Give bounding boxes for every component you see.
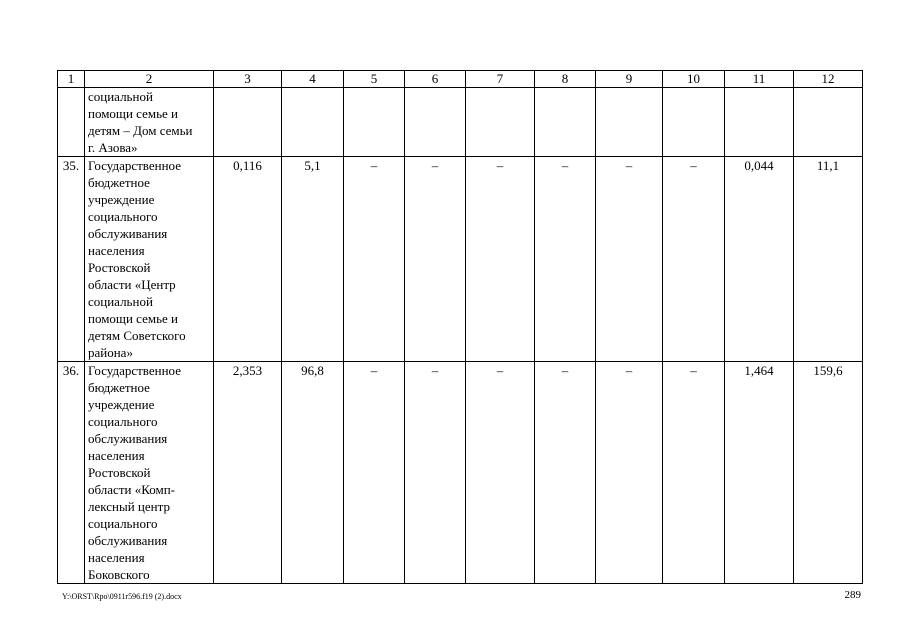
institution-name-line: обслуживания [88, 533, 168, 548]
table-body [58, 71, 863, 584]
value-cell: – [405, 362, 466, 584]
value-cell: – [663, 362, 725, 584]
column-header: 7 [466, 71, 535, 88]
institution-name-line: г. Азова» [88, 140, 138, 155]
value-cell [344, 88, 405, 157]
institution-name-line: населения [88, 448, 145, 463]
institution-name-line: социального [88, 516, 158, 531]
column-header: 1 [58, 71, 85, 88]
value-cell: 11,1 [794, 157, 863, 362]
value-cell [596, 88, 663, 157]
column-header: 11 [725, 71, 794, 88]
institution-name-line: детям – Дом семьи [88, 123, 193, 138]
value-cell: 0,044 [725, 157, 794, 362]
value-cell: – [663, 157, 725, 362]
row-number: 35. [58, 157, 85, 362]
institution-name-line: населения [88, 550, 145, 565]
institution-name-line: населения [88, 243, 145, 258]
institution-name-line: помощи семье и [88, 106, 178, 121]
institution-name-line: бюджетное [88, 380, 150, 395]
value-cell: – [405, 157, 466, 362]
institution-name-line: Ростовской [88, 465, 151, 480]
institution-name-line: социального [88, 414, 158, 429]
value-cell: – [596, 157, 663, 362]
value-cell: 96,8 [282, 362, 344, 584]
value-cell: 159,6 [794, 362, 863, 584]
institution-name-line: социальной [88, 294, 153, 309]
row-number [58, 88, 85, 157]
column-header: 3 [214, 71, 282, 88]
institution-name-line: обслуживания [88, 431, 168, 446]
table-row [58, 157, 863, 362]
column-header: 4 [282, 71, 344, 88]
page-number: 289 [844, 589, 861, 601]
column-header: 9 [596, 71, 663, 88]
value-cell [663, 88, 725, 157]
value-cell: 1,464 [725, 362, 794, 584]
value-cell: – [596, 362, 663, 584]
institution-name-line: обслуживания [88, 226, 168, 241]
value-cell: 0,116 [214, 157, 282, 362]
institution-name-line: детям Советского [88, 328, 186, 343]
institution-name-cell [85, 362, 214, 584]
value-cell: – [466, 362, 535, 584]
value-cell [405, 88, 466, 157]
institution-name-line: Государственное [88, 158, 181, 173]
column-header: 10 [663, 71, 725, 88]
column-header: 2 [85, 71, 214, 88]
value-cell: – [466, 157, 535, 362]
institution-name-line: учреждение [88, 192, 155, 207]
column-header: 5 [344, 71, 405, 88]
institution-name-line: учреждение [88, 397, 155, 412]
institution-name-line: лексный центр [88, 499, 170, 514]
institution-name-line: социальной [88, 89, 153, 104]
data-table [57, 70, 863, 584]
institution-name-line: помощи семье и [88, 311, 178, 326]
footer-file-path: Y:\ORST\Rpo\0911r596.f19 (2).docx [62, 592, 182, 601]
row-number: 36. [58, 362, 85, 584]
column-header: 12 [794, 71, 863, 88]
table-row [58, 88, 863, 157]
value-cell: – [344, 157, 405, 362]
table-row [58, 362, 863, 584]
value-cell [282, 88, 344, 157]
value-cell [725, 88, 794, 157]
value-cell: – [535, 157, 596, 362]
institution-name-line: района» [88, 345, 133, 360]
institution-name-cell [85, 157, 214, 362]
column-header: 8 [535, 71, 596, 88]
institution-name-line: Ростовской [88, 260, 151, 275]
value-cell [466, 88, 535, 157]
institution-name-line: Боковского [88, 567, 150, 582]
institution-name-cell [85, 88, 214, 157]
table-header-row [58, 71, 863, 88]
value-cell [535, 88, 596, 157]
column-header: 6 [405, 71, 466, 88]
value-cell [214, 88, 282, 157]
institution-name-line: области «Комп- [88, 482, 175, 497]
value-cell: 2,353 [214, 362, 282, 584]
value-cell: – [535, 362, 596, 584]
value-cell [794, 88, 863, 157]
institution-name-line: социального [88, 209, 158, 224]
institution-name-line: Государственное [88, 363, 181, 378]
institution-name-line: бюджетное [88, 175, 150, 190]
institution-name-line: области «Центр [88, 277, 176, 292]
value-cell: – [344, 362, 405, 584]
value-cell: 5,1 [282, 157, 344, 362]
